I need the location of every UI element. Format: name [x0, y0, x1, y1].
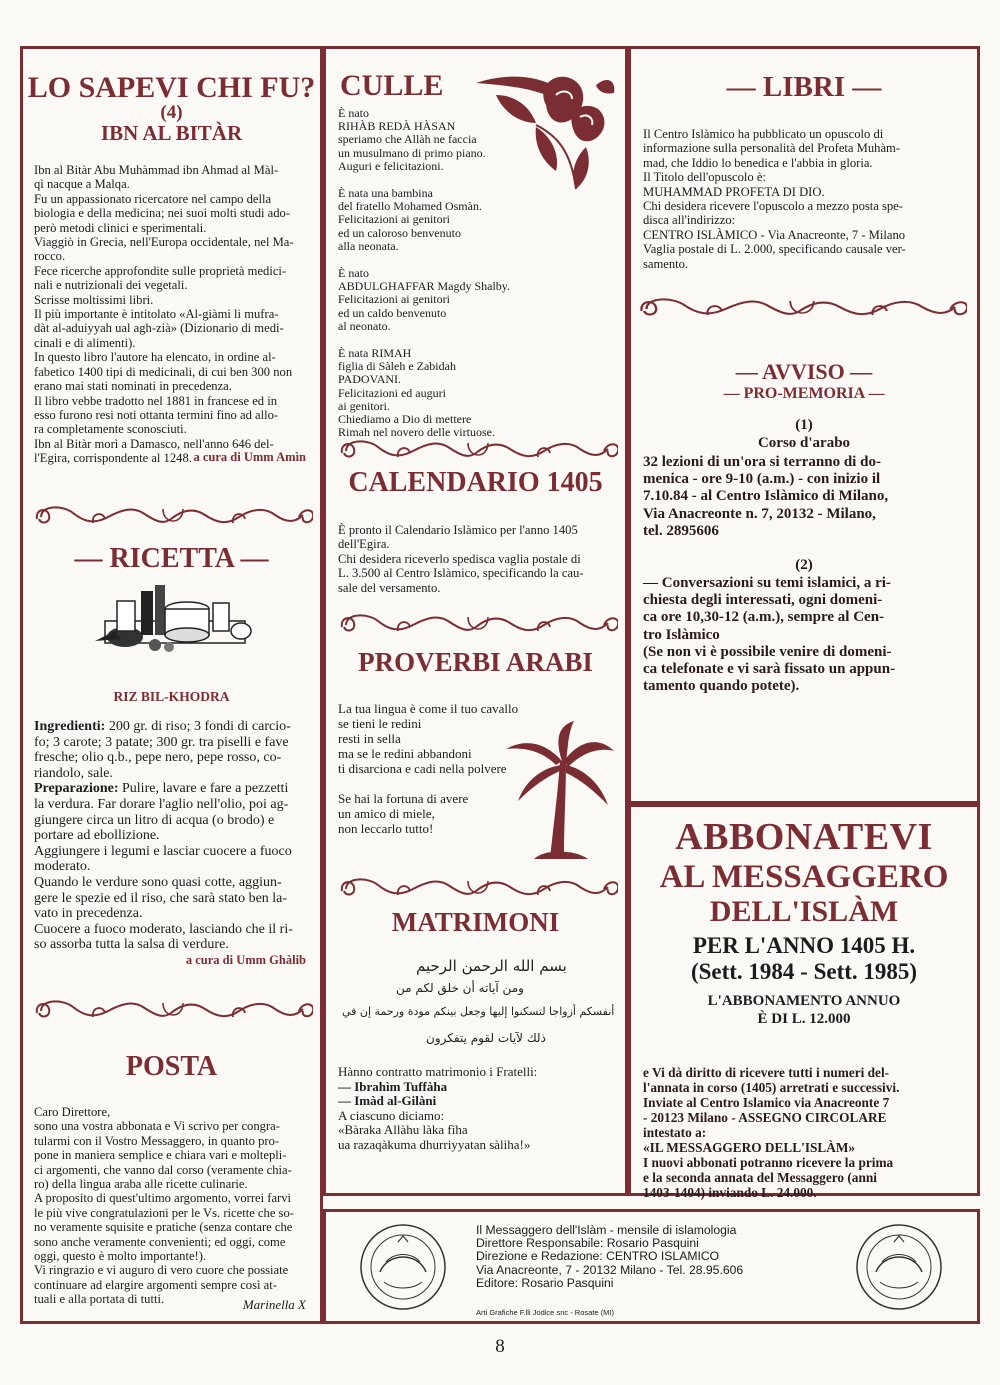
section-title-ricetta: — RICETTA — — [74, 543, 269, 574]
ornament-divider — [338, 437, 618, 467]
notice-1-body — [643, 454, 888, 540]
ad-year: PER L'ANNO 1405 H. — [692, 933, 916, 958]
masthead-line: Direzione e Redazione: CENTRO ISLAMICO — [476, 1249, 720, 1264]
calendar-line: sale del versamento. — [338, 580, 441, 595]
notice-line: tamento quando potete). — [643, 678, 800, 695]
books-line: informazione sulla personalità del Profeta Muhàm- — [643, 141, 901, 156]
article-line: Viaggiò in Grecia, nell'Europa occidentale, nel Ma- — [34, 235, 294, 250]
calendar-body — [338, 523, 584, 595]
section-title-libri: — LIBRI — — [726, 71, 882, 103]
notice-line: ca telefonate e vi sarà fissato un appun- — [643, 661, 896, 678]
article-line: Fece ricerche approfondite sulle proprietà medici- — [34, 263, 287, 278]
wedding-line: A ciascuno diciamo: — [338, 1107, 445, 1123]
ad-line: e Vi dà diritto di ricevere tutti i numeri del- — [643, 1065, 890, 1080]
proverb-line: ma se le redini abbandoni — [338, 746, 472, 761]
ad-body — [643, 1065, 899, 1200]
recipe-line: Cuocere a fuoco moderato, lasciando che il ri- — [34, 921, 293, 937]
ad-line: l'annata in corso (1405) arretrati e successivi. — [643, 1080, 900, 1095]
masthead-text — [476, 1224, 743, 1290]
notice-line: 7.10.84 - al Centro Islàmico di Milano, — [643, 488, 889, 505]
books-body — [643, 127, 906, 271]
signature: a cura di Umm Amìn — [193, 450, 306, 464]
masthead-line: Il Messaggero dell'Islàm - mensile di islamologia — [476, 1223, 737, 1237]
section-title-culle: CULLE — [340, 69, 444, 102]
letter-line: ro) della lingua araba alle ricette culinarie. — [34, 1177, 248, 1192]
proverb-line — [338, 776, 518, 791]
letter-line: sono anche veramente convenienti; ed oggi, come — [34, 1234, 286, 1249]
books-line: Vaglia postale di L. 2.000, specificando causale ver- — [643, 242, 906, 257]
wedding-line: — Imàd al-Gilàni — [338, 1093, 437, 1109]
kitchen-still-life — [95, 581, 255, 655]
article-line: ra completamente sconosciuti. — [34, 422, 187, 437]
recipe-line: fresche; olio q.b., pepe nero, pepe rosso, co- — [34, 750, 282, 766]
ad-price: È DI L. 12.000 — [757, 1011, 851, 1027]
calendar-line: È pronto il Calendario Islàmico per l'anno 1405 — [338, 523, 578, 537]
ad-line: 1403-1404) inviando L. 24.000. — [643, 1185, 817, 1200]
notice-line: tro Islàmico — [643, 626, 720, 643]
birth-announcement — [338, 107, 510, 173]
recipe-line: giungere circa un litro di acqua (o brodo) e — [34, 812, 275, 828]
masthead-line: Editore: Rosario Pasquini — [476, 1275, 614, 1290]
recipe-line: vato in precedenza. — [34, 906, 143, 922]
wedding-line: «Bàraka Allàhu làka fìha — [338, 1122, 468, 1138]
announcement-line: del fratello Mohamed Osmàn. — [338, 199, 482, 214]
announcement-line: figlia di Sàleh e Zabidah — [338, 359, 456, 374]
notice-2-number: (2) — [795, 557, 813, 573]
notice-2-body — [643, 575, 895, 695]
recipe-line: portare ad ebollizione. — [34, 828, 160, 844]
books-line: Il Centro Islàmico ha pubblicato un opuscolo di — [643, 127, 884, 141]
announcement-line: Rimah nel novero delle virtuose. — [338, 425, 495, 440]
column-middle — [323, 46, 628, 1196]
notice-1-number: (1) — [795, 417, 813, 433]
arabic-verse-line: أنفسكم أزواجا لتسكنوا إليها وجعل بينكم مودة ورحمة إن في — [342, 1005, 615, 1018]
proverb-line: resti in sella — [338, 731, 401, 746]
letter-line: le più vive congratulazioni per le Vs. ricette che so- — [34, 1205, 294, 1220]
ornament-divider — [637, 295, 967, 325]
notice-1-heading: Corso d'arabo — [757, 435, 851, 451]
seal-icon — [854, 1222, 944, 1312]
arabic-basmala: بسم الله الرحمن الرحيم — [416, 957, 567, 975]
recipe-line: la verdura. Far dorare l'aglio nell'olio, poi ag- — [34, 796, 289, 812]
letter-line: Caro Direttore, — [34, 1105, 111, 1119]
notice-line: chiesta degli interessati, ogni domeni- — [643, 592, 883, 609]
ornament-divider — [338, 875, 618, 905]
recipe-line: moderato. — [34, 859, 91, 875]
ad-headline: ABBONATEVI — [675, 816, 933, 858]
notice-line: tel. 2895606 — [643, 522, 719, 539]
recipe-line: so assorba tutta la salsa di verdure. — [34, 937, 229, 953]
recipe-line: riandolo, sale. — [34, 765, 113, 781]
proverb-line: non leccarlo tutto! — [338, 821, 434, 836]
announcement-line: al neonato. — [338, 318, 391, 333]
ad-headline-3: DELL'ISLÀM — [709, 895, 899, 928]
proverb-line: Se hai la fortuna di avere — [338, 791, 469, 806]
announcement-line: ai genitori. — [338, 398, 390, 413]
wedding-line: Hànno contratto matrimonio i Fratelli: — [338, 1064, 538, 1079]
column-right-top — [628, 46, 980, 804]
notice-line: menica - ore 9-10 (a.m.) - con inizio il — [643, 471, 881, 488]
announcement-line: È nato — [338, 106, 369, 120]
masthead-box — [323, 1209, 980, 1324]
article-line: In questo libro l'autore ha elencato, in ordine al- — [34, 350, 276, 365]
ad-period: (Sett. 1984 - Sett. 1985) — [690, 959, 918, 984]
calendar-line: Chi desidera riceverlo spedisca vaglia postale di — [338, 551, 581, 566]
books-line: MUHAMMAD PROFETA DI DIO. — [643, 184, 825, 199]
birth-announcement — [338, 347, 510, 439]
announcement-line: È nata RIMAH — [338, 346, 412, 361]
article-line: l'Egira, corrispondente al 1248. — [34, 451, 192, 466]
article-line: nali e nutrizionali dei vegetali. — [34, 278, 188, 293]
announcement-line: È nata una bambina — [338, 186, 433, 201]
section-title-avviso: — AVVISO — — [735, 359, 873, 384]
recipe-body — [34, 719, 293, 953]
recipe-line: gere le spezie ed il riso, che sarà stato ben la- — [34, 890, 288, 906]
announcement-line: PADOVANI. — [338, 372, 402, 387]
article-line: Fu un appassionato ricercatore nel campo della — [34, 191, 272, 206]
letter-line: A proposito di quest'ultimo argomento, vorrei farvi — [34, 1191, 292, 1206]
arabic-verse-line: ذلك لآيات لقوم يتفكرون — [426, 1031, 546, 1045]
announcement-line: RIHÀB REDÀ HÀSAN — [338, 119, 456, 134]
article-body — [34, 163, 294, 466]
ad-line: Inviate al Centro Islamico via Anacreonte 7 — [643, 1095, 890, 1110]
announcement-line: un musulmano di primo piano. — [338, 145, 486, 160]
section-title-proverbi: PROVERBI ARABI — [358, 647, 593, 677]
letter-line: Vi ringrazio e vi auguro di vero cuore che possiate — [34, 1263, 289, 1278]
letter-line: pone in maniera semplice e chiara vari e moltepli- — [34, 1148, 287, 1163]
ad-line: I nuovi abbonati potranno ricevere la prima — [643, 1155, 894, 1170]
letter-line: continuare ad elargire argomenti sempre così at- — [34, 1277, 277, 1292]
column-left — [20, 46, 323, 1324]
ad-line: - 20123 Milano - ASSEGNO CIRCOLARE — [643, 1110, 887, 1125]
ornament-divider — [338, 611, 618, 641]
recipe-name: RIZ BIL-KHODRA — [113, 689, 230, 704]
article-line: erano mai stati nominati in precedenza. — [34, 379, 232, 394]
books-line: samento. — [643, 256, 689, 271]
books-line: CENTRO ISLÀMICO - Via Anacreonte, 7 - Milano — [643, 227, 906, 242]
letter-line: ci argomenti, che vanno dal corso (veramente chia- — [34, 1162, 292, 1177]
letter-line: sono una vostra abbonata e Vi scrivo per congra- — [34, 1119, 280, 1134]
ad-headline-2: AL MESSAGGERO — [659, 859, 949, 895]
recipe-line: Ingredienti: 200 gr. di riso; 3 fondi di carcio- — [34, 719, 291, 734]
arabic-verse-line: ومن آياته أن خلق لكم من — [396, 981, 524, 995]
books-line: Il Titolo dell'opuscolo è: — [643, 170, 766, 185]
subscription-ad — [628, 804, 980, 1200]
letter-line: tularmi con il Vostro Messaggero, in quanto pro- — [34, 1133, 280, 1148]
wedding-line: ua razaqàkuma dhurriyyatan sàliha!» — [338, 1136, 531, 1152]
birth-announcement — [338, 267, 510, 333]
article-line: rocco. — [34, 249, 66, 264]
wedding-line: — Ibrahìm Tuffàha — [338, 1078, 448, 1094]
page-number: 8 — [495, 1336, 505, 1357]
letter-signature: Marinella X — [242, 1297, 306, 1312]
masthead-line: Via Anacreonte, 7 - 20132 Milano - Tel. 28.95.606 — [476, 1262, 744, 1277]
proverb-line: La tua lingua è come il tuo cavallo — [338, 701, 519, 716]
article-line: cinali e di alimenti). — [34, 335, 136, 350]
seal-icon — [358, 1222, 448, 1312]
article-line: dàt al-aduiyyah ual agh-zià» (Dizionario di medi- — [34, 321, 284, 336]
masthead-line: Direttore Responsabile: Rosario Pasquini — [476, 1236, 699, 1251]
letter-line: oggi, questo è molto importante!). — [34, 1249, 207, 1264]
ornament-divider — [33, 503, 313, 533]
article-number: (4) — [160, 102, 183, 123]
birth-announcement — [338, 187, 510, 253]
proverbs-body — [338, 701, 518, 836]
births-list — [338, 107, 510, 453]
ornament-divider — [33, 997, 313, 1027]
proverb-line: se tieni le redini — [338, 716, 422, 731]
recipe-line: Preparazione: Pulire, lavare e fare a pezzetti — [34, 781, 289, 797]
announcement-line: Chiediamo a Dio di mettere — [338, 412, 472, 427]
announcement-line: alla neonata. — [338, 238, 399, 253]
letter-line: tuali e alla portata di tutti. — [34, 1292, 165, 1307]
announcement-line: Felicitazioni ai genitori — [338, 212, 450, 227]
article-line: però metodi clinici e sperimentali. — [34, 220, 207, 235]
avviso-subtitle: — PRO-MEMORIA — — [723, 385, 885, 402]
books-line: disca all'indirizzo: — [643, 213, 736, 228]
announcement-line: ed un caloroso benvenuto — [338, 225, 461, 240]
ad-line: e la seconda annata del Messaggero (anni — [643, 1170, 877, 1185]
ad-line: intestato a: — [643, 1125, 707, 1140]
palm-tree-icon — [504, 721, 614, 861]
notice-line: 32 lezioni di un'ora si terranno di do- — [643, 454, 881, 470]
article-line: biologia e della medicina; nei suoi molti studi ado- — [34, 206, 291, 221]
article-line: Il più importante è intitolato «Al-giàmi li mufra- — [34, 307, 279, 322]
books-line: Chi desidera ricevere l'opuscolo a mezzo posta spe- — [643, 199, 903, 214]
article-line: Il libro vebbe tradotto nel 1881 in francese ed in — [34, 393, 278, 408]
recipe-line: fo; 3 carote; 3 patate; 300 gr. tra piselli e fave — [34, 734, 289, 750]
printer-credit: Arti Grafiche F.lli Jodice snc - Rosate (MI) — [476, 1308, 614, 1317]
announcement-line: Felicitazioni ai genitori — [338, 292, 450, 307]
notice-line: (Se non vi è possibile venire di domeni- — [643, 643, 892, 660]
announcement-line: ed un caldo benvenuto — [338, 305, 447, 320]
announcement-line: È nato — [338, 266, 369, 281]
letter-line: no veramente squisite e pratiche (senza contare che — [34, 1220, 293, 1235]
calendar-line: dell'Egira. — [338, 537, 390, 552]
article-line: Ibn al Bitàr Abu Muhàmmad ibn Ahmad al Màl- — [34, 163, 279, 177]
recipe-line: Quando le verdure sono quasi cotte, aggiun- — [34, 874, 282, 890]
calendar-line: L. 3.500 al Centro Islàmico, specificando la cau- — [338, 566, 584, 581]
article-line: qì nacque a Malqa. — [34, 177, 130, 192]
notice-line: ca ore 10,30-12 (a.m.), sempre al Cen- — [643, 609, 885, 626]
article-line: Ibn al Bitàr morì a Damasco, nell'anno 646 del- — [34, 436, 274, 451]
ad-line: «IL MESSAGGERO DELL'ISLÀM» — [643, 1140, 856, 1155]
ad-price-label: L'ABBONAMENTO ANNUO — [707, 993, 901, 1009]
announcement-line: speriamo che Allàh ne faccia — [338, 132, 477, 147]
section-title-calendario: CALENDARIO 1405 — [348, 467, 603, 498]
recipe-line: Aggiungere i legumi e lasciar cuocere a fuoco — [34, 843, 292, 859]
section-title-lo-sapevi: LO SAPEVI CHI FU? — [27, 71, 316, 104]
announcement-line: Felicitazioni ed auguri — [338, 385, 446, 400]
announcement-line: ABDULGHAFFAR Magdy Shalby. — [338, 279, 511, 294]
letter-body — [34, 1105, 294, 1307]
weddings-body — [338, 1065, 537, 1153]
announcement-line: Auguri e felicitazioni. — [338, 158, 444, 173]
books-line: mad, che Iddio lo benedica e l'abbia in gloria. — [643, 155, 873, 170]
article-line: esso furono resi noti ottanta termini fino ad allo- — [34, 407, 279, 422]
section-title-matrimoni: MATRIMONI — [391, 907, 560, 937]
article-line: fabetico 1400 tipi di medicinali, di cui ben 300 non — [34, 364, 293, 379]
section-title-posta: POSTA — [125, 1051, 218, 1082]
notice-line: — Conversazioni su temi islamici, a ri- — [643, 575, 891, 591]
proverb-line: ti disarciona e cadi nella polvere — [338, 761, 507, 776]
recipe-signature: a cura di Umm Ghàlib — [185, 953, 306, 967]
article-line: Scrisse moltissimi libri. — [34, 292, 154, 307]
article-subtitle: IBN AL BITÀR — [100, 121, 243, 145]
proverb-line: un amico di miele, — [338, 806, 435, 821]
notice-line: Via Anacreonte n. 7, 20132 - Milano, — [643, 505, 876, 522]
